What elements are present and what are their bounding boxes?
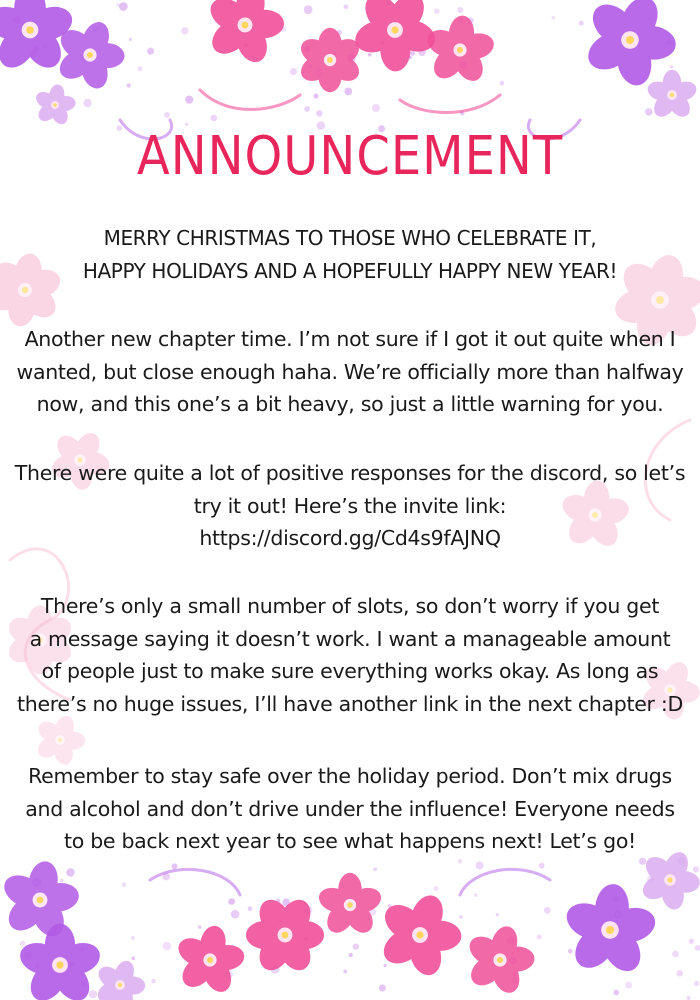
safety-line: and alcohol and don’t drive under the influence! Everyone needs [25, 796, 675, 821]
safety-line: to be back next year to see what happens next! Let’s go! [64, 829, 636, 853]
slots-line: There’s only a small number of slots, so don’t worry if you get [40, 594, 660, 618]
greeting-paragraph [0, 222, 700, 287]
slots-line: a message saying it doesn’t work. I want a manageable amount [29, 626, 671, 651]
slots-line: of people just to make sure everything works okay. As long as [41, 659, 659, 683]
chapter-line: wanted, but close enough haha. We’re officially more than halfway [16, 359, 684, 384]
greeting-line: HAPPY HOLIDAYS AND A HOPEFULLY HAPPY NEW YEAR! [82, 258, 618, 283]
chapter-line: Another new chapter time. I’m not sure if I got it out quite when I [24, 327, 676, 351]
chapter-line: now, and this one’s a bit heavy, so just a little warning for you. [36, 392, 664, 416]
discord-invite-link: https://discord.gg/Cd4s9fAJNQ [199, 526, 501, 550]
greeting-line: MERRY CHRISTMAS TO THOSE WHO CELEBRATE IT, [103, 226, 597, 250]
discord-line: try it out! Here’s the invite link: [193, 493, 507, 518]
discord-paragraph [0, 457, 700, 555]
chapter-paragraph [0, 323, 700, 421]
slots-paragraph [0, 590, 700, 720]
discord-line: There were quite a lot of positive responses for the discord, so let’s [14, 461, 686, 485]
announcement-title: ANNOUNCEMENT [136, 124, 564, 188]
safety-line: Remember to stay safe over the holiday period. Don’t mix drugs [28, 764, 672, 788]
slots-line: there’s no huge issues, I’ll have another link in the next chapter :D [17, 691, 683, 716]
safety-paragraph [0, 760, 700, 858]
